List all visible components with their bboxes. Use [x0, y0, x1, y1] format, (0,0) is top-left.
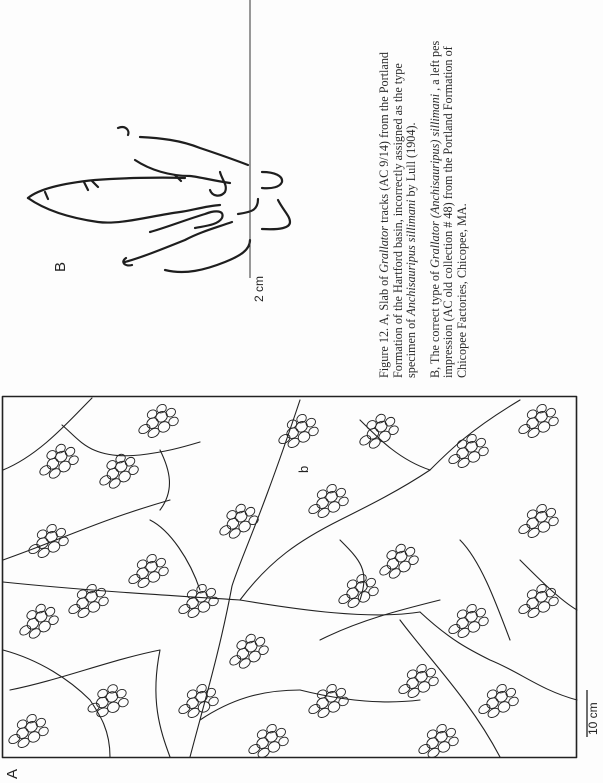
footprint-outline [262, 200, 290, 229]
figure-caption [378, 18, 480, 378]
footprint-outline [140, 137, 248, 165]
caption-text: Figure 12. A, Slab of [377, 272, 391, 378]
taxon-name: Grallator (Anchisauripus) sillimani [427, 93, 442, 268]
caption-paragraph-b [429, 18, 470, 378]
scale-label-a: 10 cm [586, 702, 600, 735]
drawing-mark-b: b [296, 465, 311, 473]
panel-b-label: B [52, 261, 69, 272]
taxon-name: Grallator [377, 225, 391, 273]
caption-text: , a left pes impression (AC old collection # 48) from the Portland Formation of Chicopee Factories, Chicopee, MA. [427, 40, 469, 378]
panel-a-label: A [4, 768, 21, 779]
scale-label-b: 2 cm [252, 275, 266, 302]
footprint-outline [262, 172, 282, 188]
footprint-outline [125, 222, 232, 262]
footprint-outline [210, 172, 226, 196]
caption-text: tracks (AC 9/14) from the Portland Formation of the Hartford basin, incorrectly assigned as the type specimen of [377, 51, 419, 378]
footprint-outline [165, 240, 250, 272]
footprint-outline [118, 127, 128, 135]
footprint-outline [28, 178, 185, 198]
caption-text: B, The correct type of [427, 267, 442, 378]
footprint-outline [135, 160, 230, 183]
footprint-outline [238, 199, 258, 214]
taxon-name: Anchisauripus sillimani [404, 199, 419, 316]
caption-paragraph-a [378, 18, 419, 378]
caption-text: by Lull (1904). [404, 122, 419, 200]
